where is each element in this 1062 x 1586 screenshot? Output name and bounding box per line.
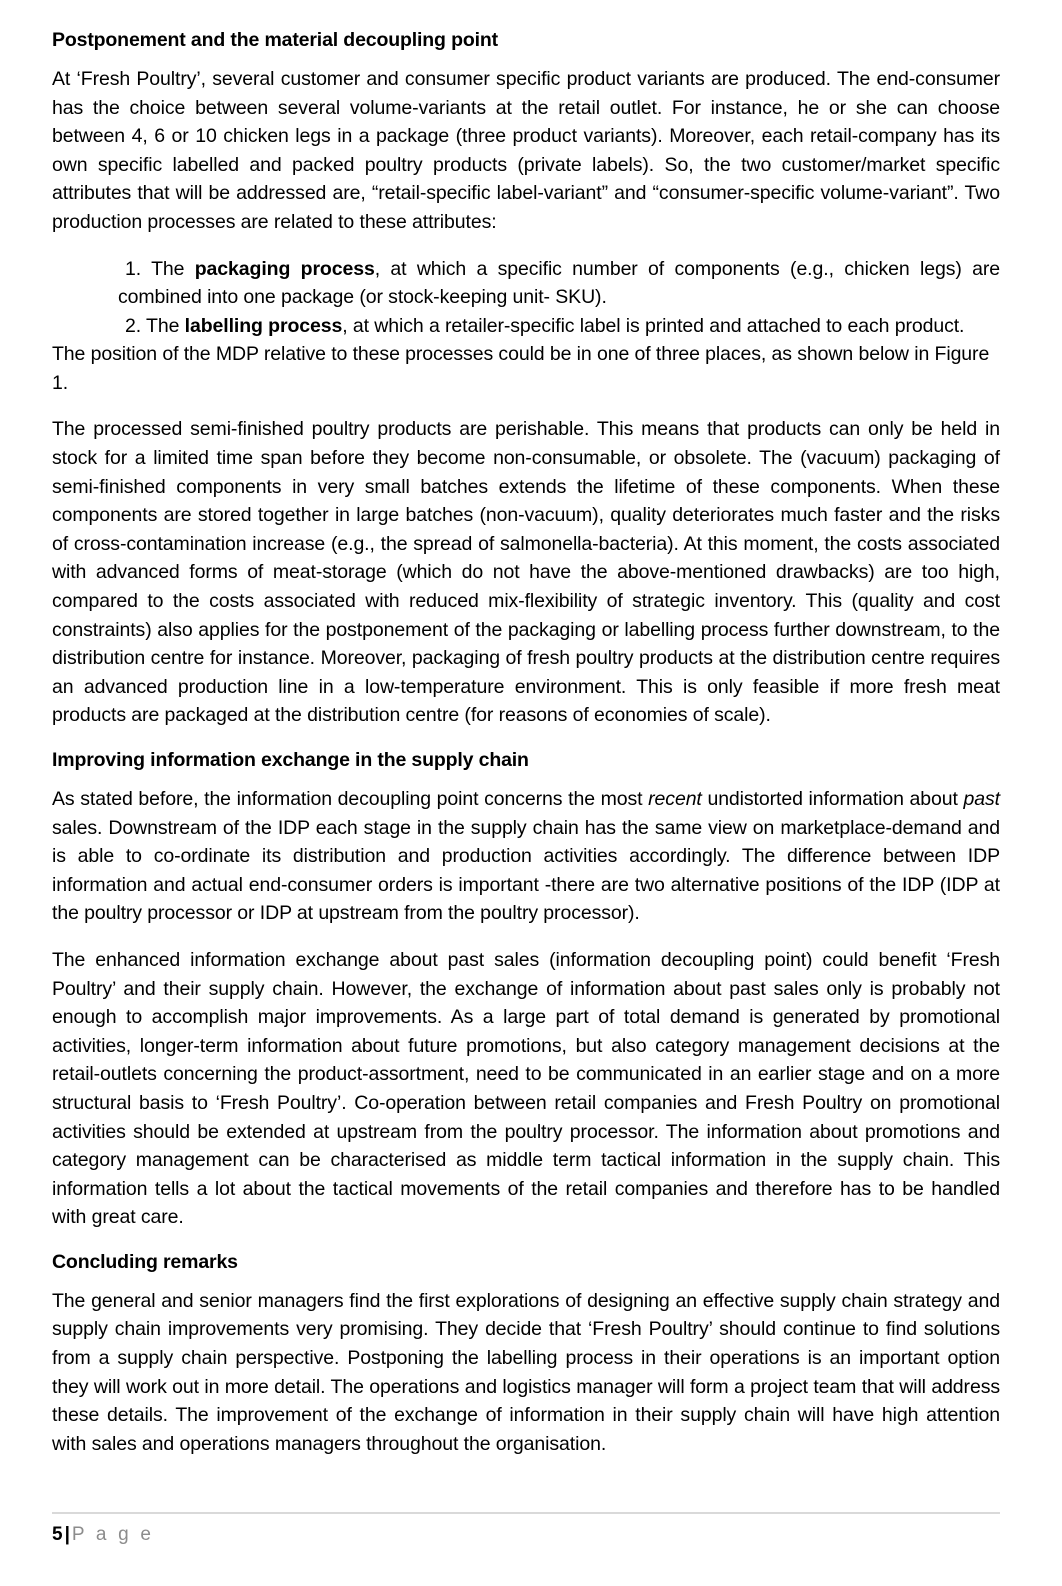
idp-italic-recent: recent [648,787,702,810]
list-item-rest: , at which a retailer-specific label is printed and attached to each product. [342,314,965,337]
heading-concluding-remarks: Concluding remarks [52,1250,238,1273]
production-process-list [52,255,1000,341]
footer-separator: | [64,1524,70,1545]
heading-postponement: Postponement and the material decoupling point [52,29,498,51]
footer-page-number: 5 [52,1524,63,1545]
page-footer [52,1522,154,1548]
list-item-lead: The [141,314,185,337]
paragraph-enhanced-information-exchange: The enhanced information exchange about past sales (information decoupling point) could benefit ‘Fresh Poultry’ and their supply chain. However, the exchange of information about past sales only is probably not enough to accomplish major improvements. As a large part of total demand is generated by promotional activities, longer-term information about future promotions, but also category management decisions at the retail-outlets concerning the product-assortment, need to be communicated in an earlier stage and on a more structural basis to ‘Fresh Poultry’. Co-operation between retail companies and Fresh Poultry on promotional activities should be extended at upstream from the poultry processor. The information about promotions and category management can be characterised as middle term tactical information in the supply chain. This information tells a lot about the tactical movements of the retail companies and therefore has to be handled with great care. [52,948,1000,1229]
footer-page-label: P a g e [71,1524,155,1545]
footer-divider [52,1512,1000,1514]
idp-text-part-1: As stated before, the information decoupling point concerns the most [52,787,649,810]
list-item-number: 2. [125,314,142,337]
paragraph-fresh-poultry-variants: At ‘Fresh Poultry’, several customer and consumer specific product variants are produced. The end-consumer has the choice between several volume-variants at the retail outlet. For instance, he or she can choose between 4, 6 or 10 chicken legs in a package (three product variants). Moreover, each retail-company has its own specific labelled and packed poultry products (private labels). So, the two customer/market specific attributes that will be addressed are, “retail-specific label-variant” and “consumer-specific volume-variant”. Two production processes are related to these attributes: [52,67,1000,233]
idp-text-part-3: sales. Downstream of the IDP each stage in the supply chain has the same view on marketplace-demand and is able to co-ordinate its distribution and production activities accordingly. The difference between IDP information and actual end-consumer orders is important -there are two alternative positions of the IDP (IDP at the poultry processor or IDP at upstream from the poultry processor). [52,816,1000,925]
list-item-packaging-process [118,255,1000,312]
idp-text-part-2: undistorted information about [701,787,964,810]
list-item-bold-term: labelling process [184,314,343,337]
heading-improving-information-exchange: Improving information exchange in the supply chain [52,749,529,772]
idp-italic-past: past [963,787,1000,810]
list-item-bold-term: packaging process [194,257,375,280]
paragraph-mdp-position: The position of the MDP relative to these processes could be in one of three places, as shown below in Figure 1. [52,343,990,394]
list-item-rest: , at which a specific number of components (e.g., chicken legs) are combined into one package (or stock-keeping unit- SKU). [118,257,1001,309]
paragraph-perishable-products: The processed semi-finished poultry products are perishable. This means that products can only be held in stock for a limited time span before they become non-consumable, or obsolete. The (vacuum) packaging of semi-finished components in very small batches extends the lifetime of these components. When these components are stored together in large batches (non-vacuum), quality deteriorates much faster and the risks of cross-contamination increase (e.g., the spread of salmonella-bacteria). At this moment, the costs associated with advanced forms of meat-storage (which do not have the above-mentioned drawbacks) are too high, compared to the costs associated with reduced mix-flexibility of strategic inventory. This (quality and cost constraints) also applies for the postponement of the packaging or labelling process further downstream, to the distribution centre for instance. Moreover, packaging of fresh poultry products at the distribution centre requires an advanced production line in a low-temperature environment. This is only feasible if more fresh meat products are packaged at the distribution centre (for reasons of economies of scale). [52,418,1000,727]
paragraph-information-decoupling-point [52,785,1000,928]
list-item-labelling-process [118,312,1000,341]
document-body [52,28,1000,1458]
list-item-lead: The [141,257,195,280]
paragraph-concluding-remarks: The general and senior managers find the first explorations of designing an effective supply chain strategy and supply chain improvements very promising. They decide that ‘Fresh Poultry’ should continue to find solutions from a supply chain perspective. Postponing the labelling process in their operations is an important option they will work out in more detail. The operations and logistics manager will form a project team that will address these details. The improvement of the exchange of information in their supply chain will have high attention with sales and operations managers throughout the organisation. [52,1289,1000,1455]
list-item-number: 1. [125,257,142,280]
